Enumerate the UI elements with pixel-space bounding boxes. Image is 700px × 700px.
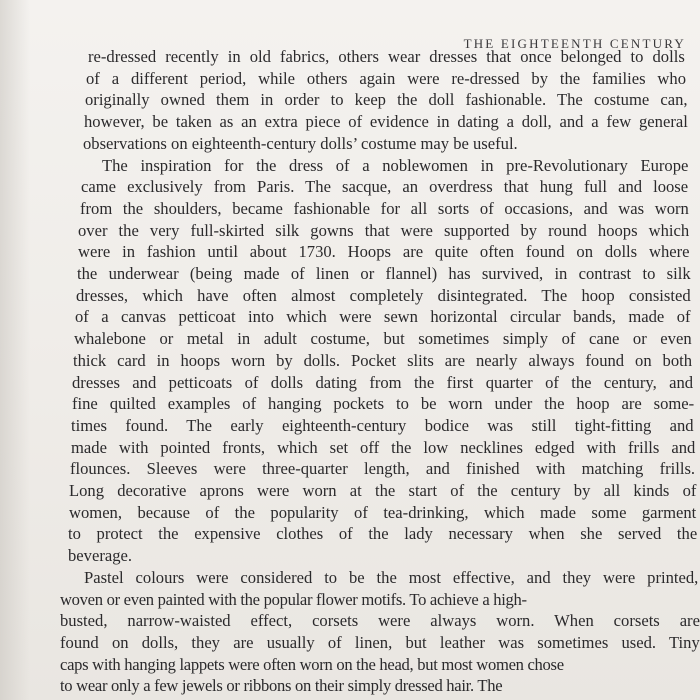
text-line: over the very full-skirted silk gowns that were supported by round hoops which bbox=[78, 220, 690, 240]
text-line: the underwear (being made of linen or flannel) has survived, in contrast to silk bbox=[77, 264, 691, 283]
text-line: whalebone or metal in adult costume, but sometimes simply of cane or even bbox=[74, 329, 692, 349]
text-line: Long decorative aprons were worn at the start of the century by all kinds of bbox=[69, 481, 697, 500]
text-line: of a different period, while others again were re-dressed by the families who bbox=[86, 68, 687, 88]
text-line: observations on eighteenth-century dolls’ costume may be useful. bbox=[83, 133, 518, 153]
running-head: THE EIGHTEENTH CENTURY bbox=[463, 36, 686, 51]
text-line: dresses and petticoats of dolls dating from the first quarter of the century, and bbox=[72, 372, 694, 392]
text-line: caps with hanging lappets were often worn on the head, but most women chose bbox=[60, 654, 564, 674]
text-line: dresses, which have often almost completely disintegrated. The hoop consisted bbox=[76, 285, 691, 305]
text-line: fine quilted examples of hanging pockets to be worn under the hoop are some- bbox=[72, 394, 695, 414]
text-line: Pastel colours were considered to be the most effective, and they were printed, bbox=[84, 567, 699, 587]
text-line: of a canvas petticoat into which were sewn horizontal circular bands, made of bbox=[75, 307, 691, 327]
text-line: thick card in hoops worn by dolls. Pocket slits are nearly always found on both bbox=[73, 350, 693, 370]
text-line: were in fashion until about 1730. Hoops are quite often found on dolls where bbox=[78, 242, 690, 262]
text-line: re-dressed recently in old fabrics, others wear dresses that once belonged to dolls bbox=[88, 47, 685, 66]
text-line: from the shoulders, became fashionable for all sorts of occasions, and was worn bbox=[80, 198, 689, 218]
text-line: beverage. bbox=[68, 546, 133, 566]
text-line: women, because of the popularity of tea-drinking, which made some garment bbox=[69, 502, 697, 522]
text-line: found on dolls, they are usually of linen, but leather was sometimes used. Tiny bbox=[60, 632, 700, 652]
text-line: to wear only a few jewels or ribbons on their simply dressed hair. The bbox=[60, 676, 503, 696]
text-line: busted, narrow-waisted effect, corsets were always worn. When corsets are bbox=[60, 611, 700, 631]
text-line: to protect the expensive clothes of the lady necessary when she served the bbox=[68, 524, 698, 544]
text-line: made with pointed fronts, which set off the low necklines edged with frills and bbox=[71, 437, 696, 457]
text-line: however, be taken as an extra piece of evidence in dating a doll, and a few general bbox=[84, 112, 688, 132]
text-line: came exclusively from Paris. The sacque, an overdress that hung full and loose bbox=[81, 177, 689, 197]
page-gutter-shadow bbox=[0, 0, 30, 700]
text-line: The inspiration for the dress of a noblewomen in pre-Revolutionary Europe bbox=[102, 155, 689, 175]
text-line: times found. The early eighteenth-century bodice was still tight-fitting and bbox=[71, 415, 694, 435]
text-line: flounces. Sleeves were three-quarter length, and finished with matching frills. bbox=[70, 459, 696, 479]
text-line: originally owned them in order to keep the doll fashionable. The costume can, bbox=[85, 90, 688, 110]
text-line: woven or even painted with the popular flower motifs. To achieve a high- bbox=[60, 589, 527, 609]
